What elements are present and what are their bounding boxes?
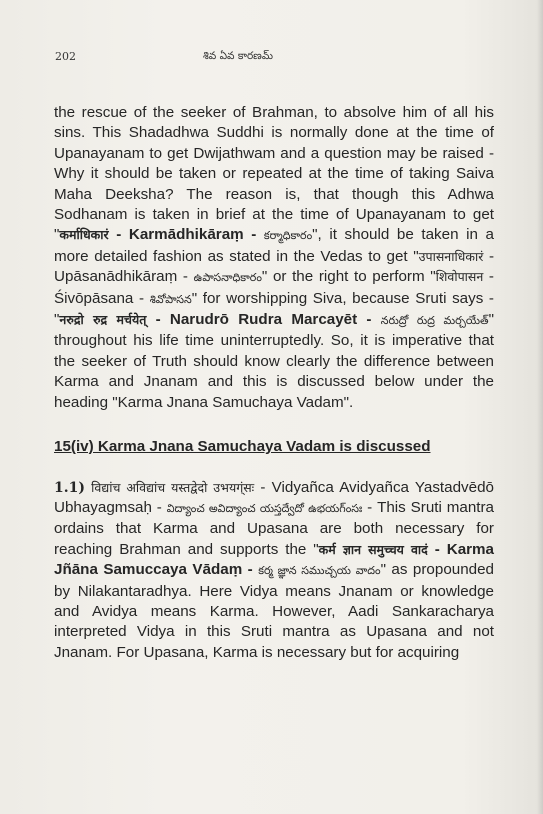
text-run: " as propounded by Nilakantaradhya. Here Vidya means Jnanam or knowledge and Avidya means Karma. However, Aadi Sankaracharya interpreted Vidya in this Sruti mantra as Upasana and not Jnanam. For Upasana, Karma is necessary but for acquiring [54, 561, 494, 661]
sanskrit-term: कर्माधिकारं [59, 227, 109, 243]
sanskrit-term: कर्म ज्ञान समुच्चय वादं [318, 541, 428, 557]
transliteration: - Upāsanādhikāraṃ - [54, 247, 494, 286]
paragraph-shadadhwa-suddhi [54, 103, 494, 413]
paragraph-vidya-avidya [54, 478, 494, 664]
text-run: the rescue of the seeker of Brahman, to absolve him of all his sins. This Shadadhwa Suddhi is normally done at the time of Upanayanam to get Dwijathwam and a question may be raised - Why it should be taken or repeated at the time of taking Saiva Maha Deeksha? The reason is, that though this Adhwa Sodhanam is taken in brief at the time of Upanayanam to get " [54, 104, 494, 244]
sanskrit-term: शिवोपासन [435, 269, 484, 285]
text-run: " throughout his life time uninterruptedly. So, it is imperative that the seeker of Truth should know clearly the difference between Karma and Jnanam and this is discussed below under the heading "Karma Jnana Samuchaya Vadam". [54, 311, 494, 411]
running-title: శివ ఏవ కారణమ్ [203, 50, 273, 62]
transliteration: - Karmādhikāraṃ - [108, 226, 264, 244]
telugu-term: విద్యాంచ అవిద్యాంచ యస్తద్వేదో ఉభయగ్ంసః [166, 501, 363, 515]
text-run: " for worshipping Siva, because Sruti says - " [54, 289, 494, 329]
text-run: ", it should be taken in a more detailed fashion as stated in the Vedas to get " [54, 226, 494, 265]
transliteration: - Narudrō Rudra Marcayēt - [146, 311, 381, 329]
text-run: " or the right to perform " [261, 268, 436, 286]
text-run: - This Sruti mantra ordains that Karma and Upasana are both necessary for reaching Brahman and supports the " [54, 498, 495, 558]
page-header [55, 50, 495, 66]
section-heading: 15(iv) Karma Jnana Samuchaya Vadam is discussed [54, 438, 431, 456]
telugu-term: కర్మ జ్ఞాన సముచ్చయ వాదం [258, 564, 381, 578]
transliteration: - Śivōpāsana - [54, 268, 494, 307]
telugu-term: శివోపాసన [149, 292, 192, 306]
paragraph-number: 1.1) [54, 479, 85, 496]
transliteration: - Karma Jñāna Samuccaya Vādaṃ - [54, 540, 495, 579]
telugu-term: ఉపాసనాధికారం [193, 271, 262, 285]
transliteration: - Vidyañca Avidyañca Yastadvēdō Ubhayagmsaḥ - [54, 478, 494, 516]
sanskrit-term: उपासनाधिकारं [418, 248, 484, 264]
page-edge-shadow [537, 0, 543, 814]
page-number: 202 [55, 50, 76, 63]
telugu-term: కర్మాధికారం [263, 229, 313, 243]
sanskrit-term: नरुद्रो रुद्र मर्चयेत् [59, 312, 147, 328]
sanskrit-term: विद्यांच अविद्यांच यस्तद्वेदो उभयग्ंसः [91, 479, 255, 495]
telugu-term: నరుద్రో రుద్ర మర్చయేత్ [380, 314, 489, 328]
page-body [54, 103, 494, 663]
